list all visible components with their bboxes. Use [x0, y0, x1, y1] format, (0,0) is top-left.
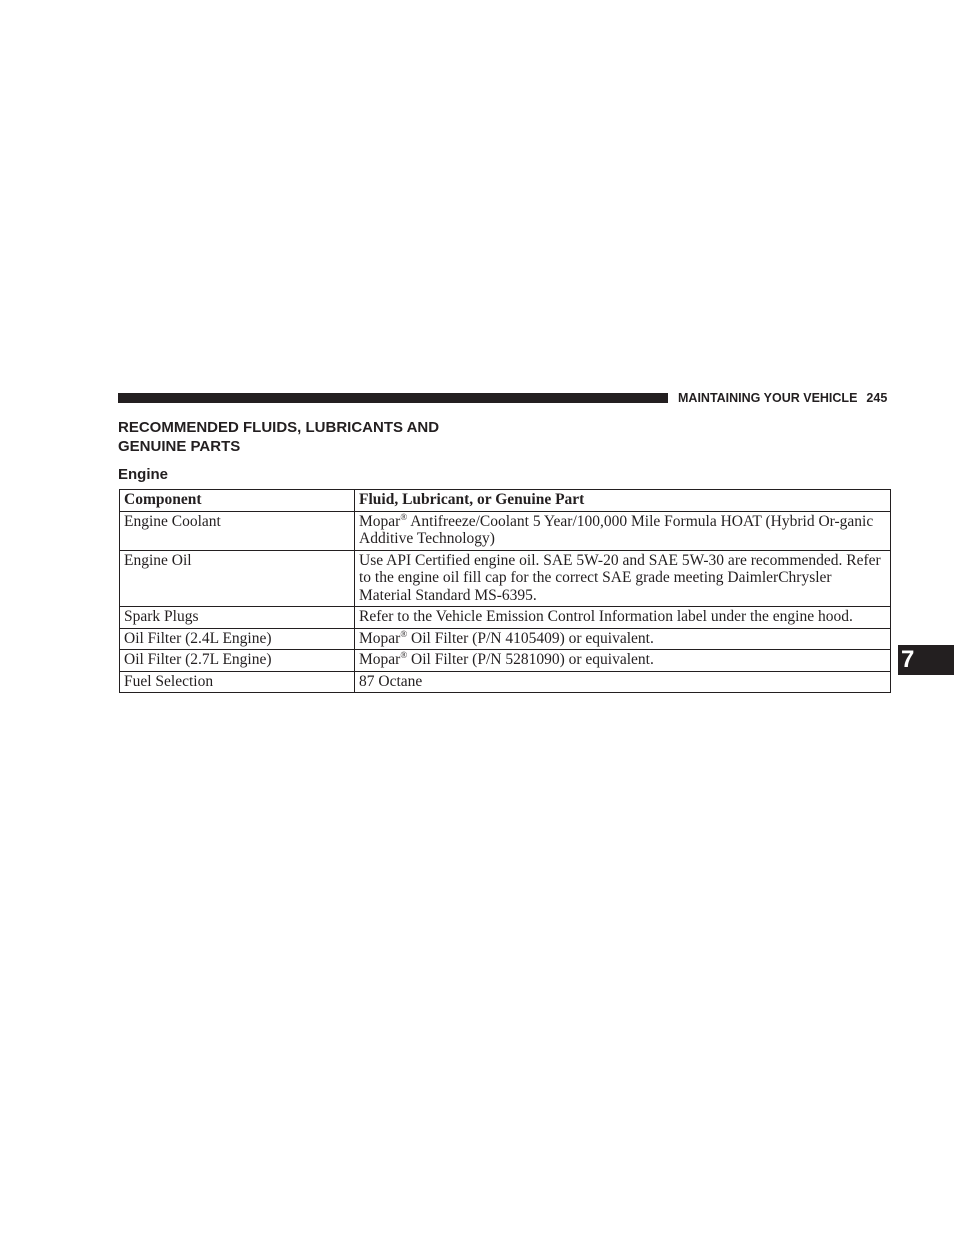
component-cell: Fuel Selection	[120, 671, 355, 693]
fluid-detail: Oil Filter (P/N 5281090) or equivalent.	[407, 651, 654, 668]
page-number: 245	[866, 391, 888, 405]
registered-mark: ®	[400, 628, 408, 639]
fluid-cell	[355, 511, 891, 550]
fluid-cell: 87 Octane	[355, 671, 891, 693]
chapter-tab: 7	[898, 645, 954, 675]
header-rule	[118, 393, 668, 403]
component-cell: Oil Filter (2.4L Engine)	[120, 628, 355, 650]
registered-mark: ®	[400, 649, 408, 660]
brand-name: Mopar	[359, 512, 401, 530]
fluids-table	[119, 489, 891, 693]
column-header-fluid: Fluid, Lubricant, or Genuine Part	[355, 490, 891, 512]
section-title-line-2: GENUINE PARTS	[118, 438, 241, 455]
section-title-line-1: RECOMMENDED FLUIDS, LUBRICANTS AND	[118, 419, 440, 436]
fluid-detail: Antifreeze/Coolant 5 Year/100,000 Mile Formula HOAT (Hybrid Or-ganic Additive Technology)	[359, 512, 874, 547]
component-cell: Oil Filter (2.7L Engine)	[120, 650, 355, 672]
column-header-component: Component	[120, 490, 355, 512]
table-row	[120, 550, 891, 607]
component-cell: Engine Oil	[120, 550, 355, 607]
fluid-detail: Oil Filter (P/N 4105409) or equivalent.	[407, 629, 654, 647]
table-row	[120, 671, 891, 693]
table-row	[120, 607, 891, 629]
component-cell: Spark Plugs	[120, 607, 355, 629]
table-row	[120, 650, 891, 672]
running-header	[678, 390, 887, 406]
header-section-label: MAINTAINING YOUR VEHICLE	[678, 391, 858, 405]
component-cell: Engine Coolant	[120, 511, 355, 550]
table-row	[120, 511, 891, 550]
subsection-title: Engine	[118, 466, 169, 483]
section-title	[118, 418, 439, 456]
fluid-cell	[355, 650, 891, 672]
fluid-cell: Refer to the Vehicle Emission Control Information label under the engine hood.	[355, 607, 891, 629]
registered-mark: ®	[400, 511, 408, 522]
table-header-row	[120, 490, 891, 512]
brand-name: Mopar	[359, 651, 401, 668]
fluid-cell	[355, 628, 891, 650]
fluid-cell: Use API Certified engine oil. SAE 5W-20 and SAE 5W-30 are recommended. Refer to the engine oil fill cap for the correct SAE grade meeting DaimlerChrysler Material Standard MS-6395.	[355, 550, 891, 607]
table-row	[120, 628, 891, 650]
brand-name: Mopar	[359, 629, 401, 647]
